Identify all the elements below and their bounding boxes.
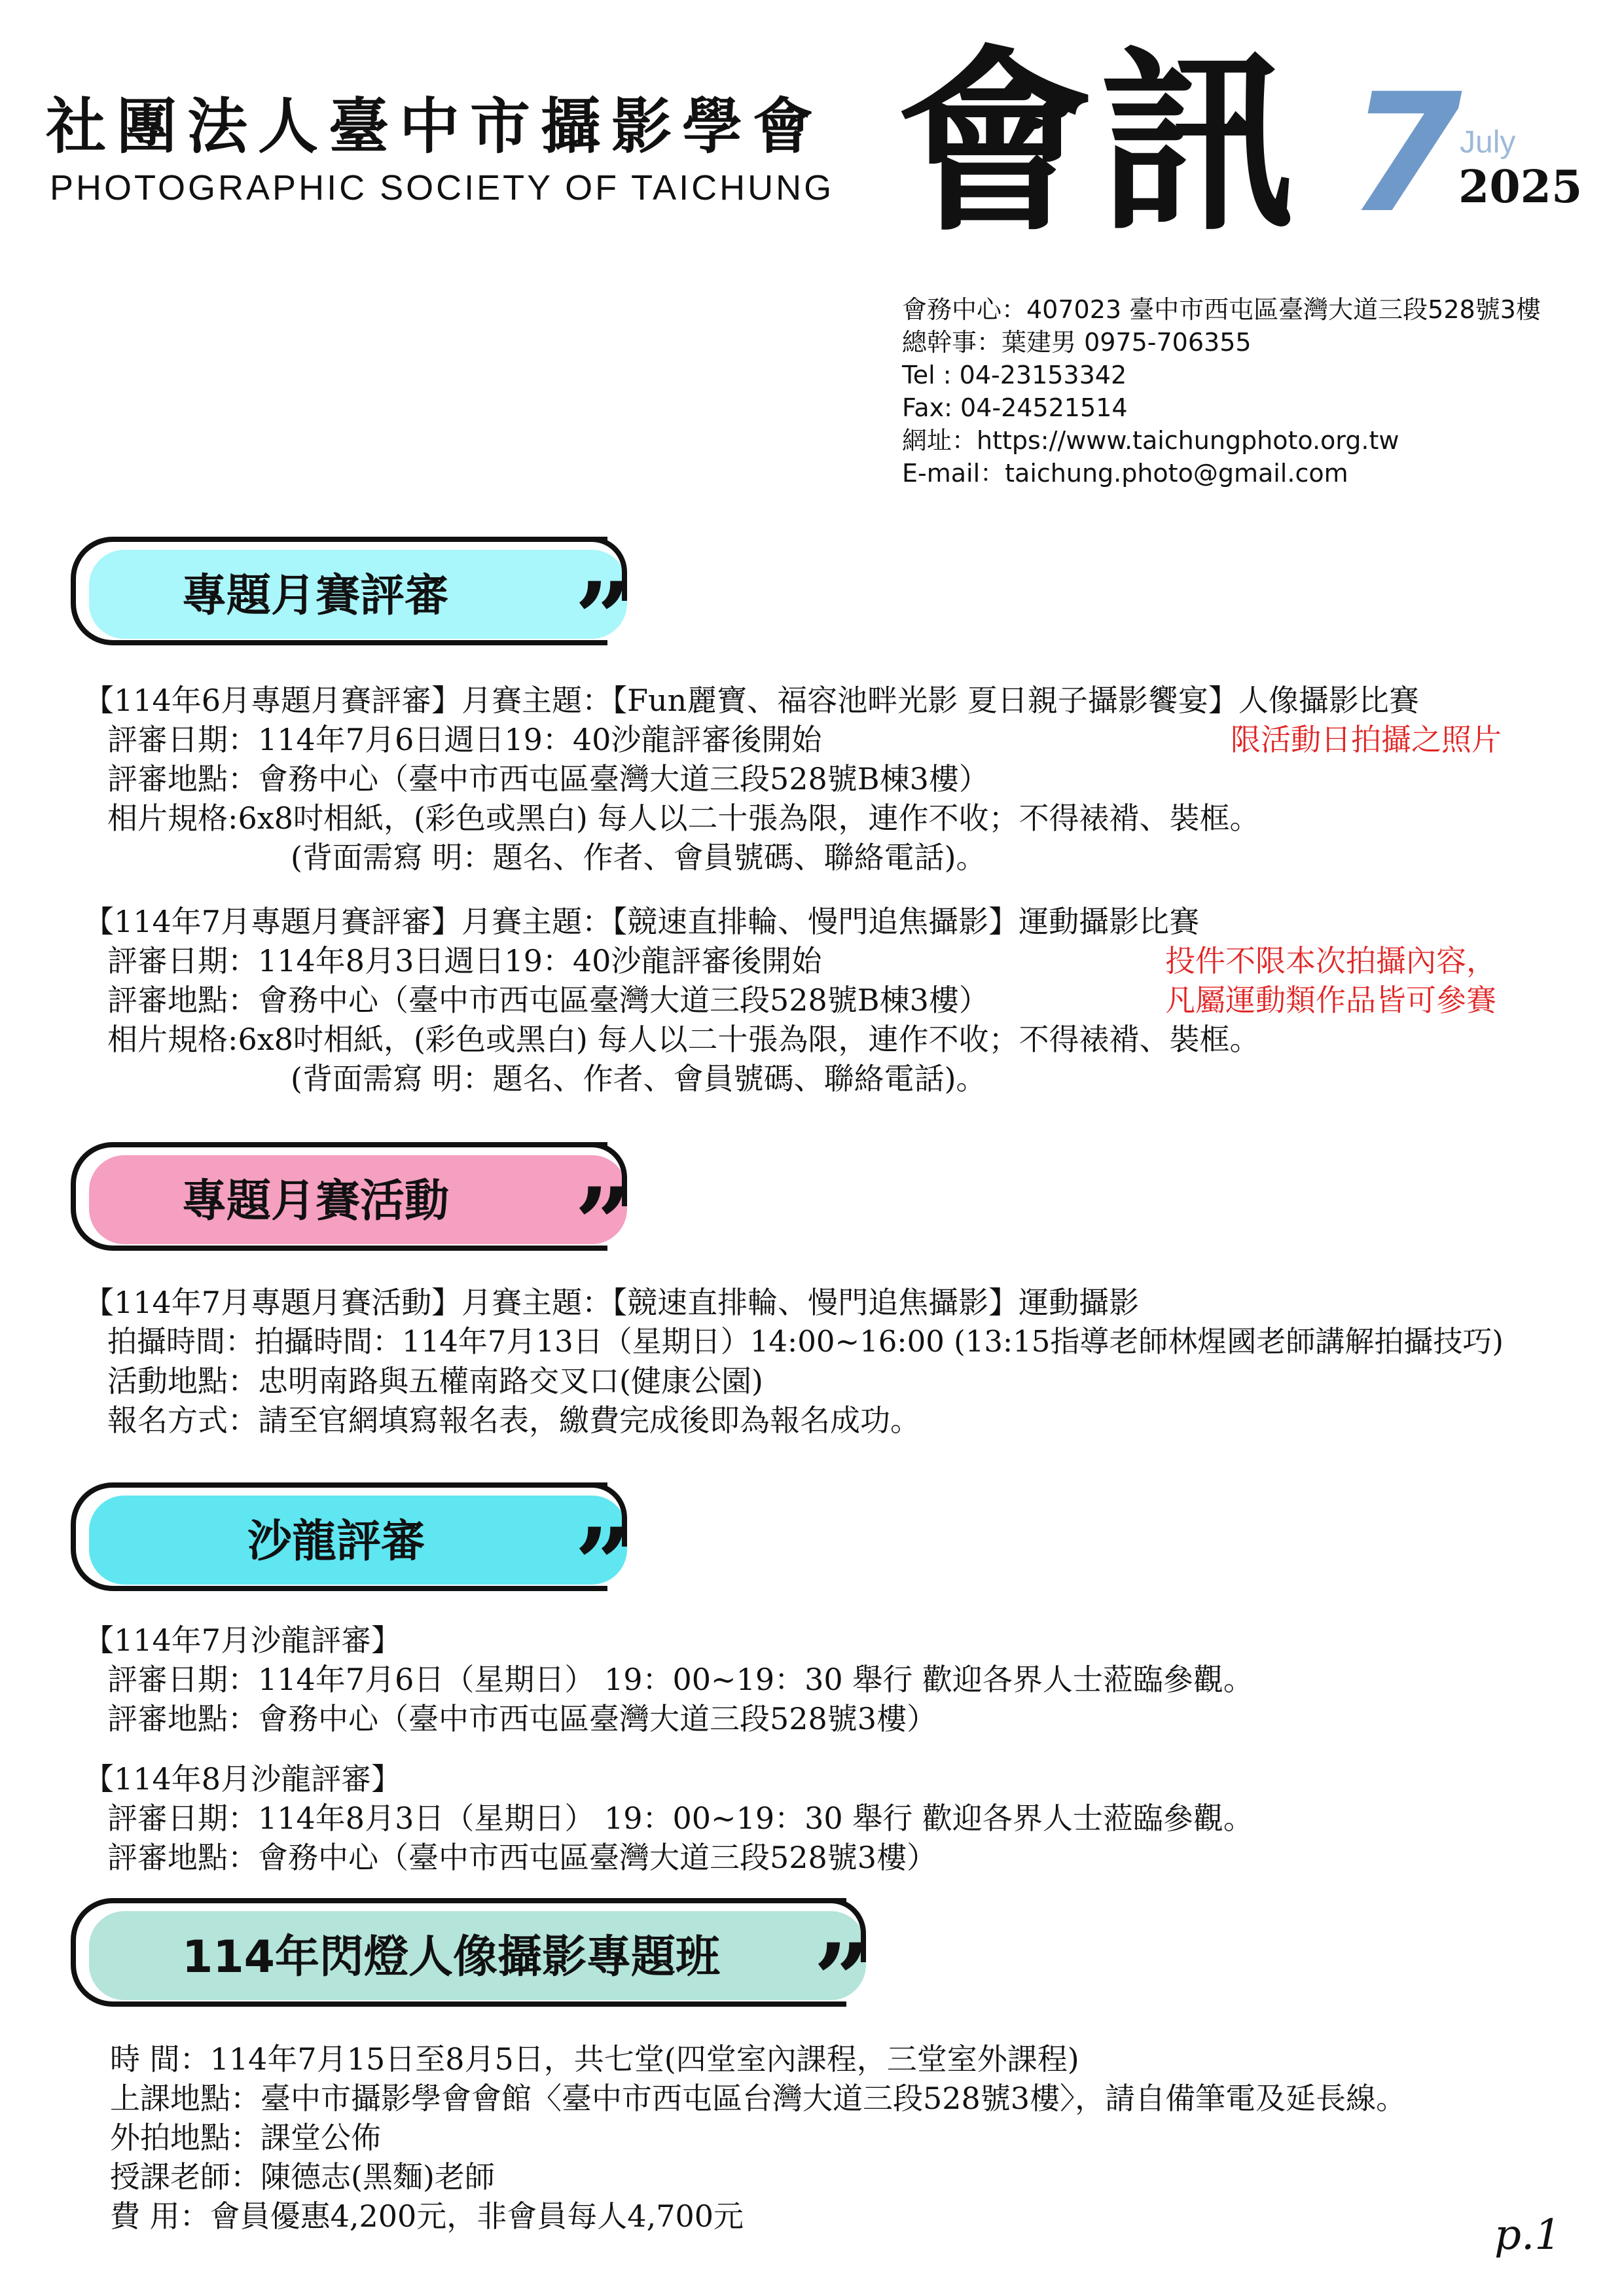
contact-tel: Tel : 04-23153342	[902, 361, 1127, 389]
contact-website: 網址：https://www.taichungphoto.org.tw	[902, 426, 1399, 455]
review-entry-june	[84, 681, 1419, 877]
issue-number: 7	[1348, 58, 1462, 249]
section-banner-activity	[71, 1142, 631, 1282]
course-class-place: 上課地點：臺中市攝影學會會館〈臺中市西屯區台灣大道三段528號3樓〉，請自備筆電及延長線。	[110, 2081, 1407, 2116]
course-details	[110, 2039, 1406, 2236]
review-remark: 限活動日拍攝之照片	[1231, 722, 1502, 757]
issue-year: 2025	[1458, 161, 1583, 213]
section-banner-review	[71, 537, 631, 676]
newsletter-title: 會訊	[897, 29, 1303, 258]
section-banner-salon	[71, 1482, 631, 1622]
review-place: 評審地點：會務中心（臺中市西屯區臺灣大道三段528號B棟3樓）	[107, 761, 989, 797]
review-place: 評審地點：會務中心（臺中市西屯區臺灣大道三段528號B棟3樓）	[107, 982, 989, 1018]
review-remark: 凡屬運動類作品皆可參賽	[1165, 982, 1496, 1018]
review-spec: 相片規格:6x8吋相紙，(彩色或黑白) 每人以二十張為限，連作不收；不得裱褙、裝框。	[107, 800, 1260, 836]
quote-mark-icon: ”	[813, 1922, 870, 2037]
contact-fax: Fax: 04-24521514	[902, 393, 1128, 422]
activity-entry	[84, 1283, 1504, 1440]
review-note: (背面需寫 明：題名、作者、會員號碼、聯絡電話)。	[291, 840, 986, 875]
salon-date: 評審日期：114年8月3日（星期日） 19：00~19：30 舉行 歡迎各界人士蒞臨參觀。	[107, 1801, 1254, 1836]
salon-place: 評審地點：會務中心（臺中市西屯區臺灣大道三段528號3樓）	[107, 1701, 937, 1736]
section-title-activity: 專題月賽活動	[182, 1175, 450, 1227]
salon-entry-july	[84, 1621, 1254, 1738]
page-number: p.1	[1494, 2211, 1561, 2259]
contact-secretary: 總幹事：葉建男 0975-706355	[902, 328, 1252, 357]
section-title-salon: 沙龍評審	[247, 1516, 426, 1568]
issue-month: July	[1460, 125, 1516, 160]
review-date: 評審日期：114年7月6日週日19：40沙龍評審後開始	[107, 722, 822, 757]
quote-mark-icon: ”	[574, 1507, 631, 1622]
course-teacher: 授課老師：陳德志(黑麵)老師	[110, 2159, 495, 2195]
activity-place: 活動地點：忠明南路與五權南路交叉口(健康公園)	[107, 1363, 763, 1399]
salon-entry-august	[84, 1759, 1254, 1877]
course-fee: 費 用：會員優惠4,200元，非會員每人4,700元	[110, 2198, 744, 2234]
review-heading: 【114年6月專題月賽評審】月賽主題：【Fun麗寶、福容池畔光影 夏日親子攝影饗宴】人像攝影比賽	[84, 683, 1419, 718]
quote-mark-icon: ”	[574, 561, 631, 676]
salon-heading: 【114年8月沙龍評審】	[84, 1761, 402, 1797]
activity-signup: 報名方式：請至官網填寫報名表，繳費完成後即為報名成功。	[107, 1403, 920, 1438]
section-banner-course	[71, 1898, 870, 2037]
organization-name-english: PHOTOGRAPHIC SOCIETY OF TAICHUNG	[50, 168, 835, 207]
salon-date: 評審日期：114年7月6日（星期日） 19：00~19：30 舉行 歡迎各界人士蒞臨參觀。	[107, 1662, 1254, 1697]
review-spec: 相片規格:6x8吋相紙，(彩色或黑白) 每人以二十張為限，連作不收；不得裱褙、裝框。	[107, 1022, 1260, 1057]
activity-time: 拍攝時間：拍攝時間：114年7月13日（星期日）14:00~16:00 (13:15指導老師林煋國老師講解拍攝技巧)	[107, 1324, 1504, 1359]
review-entry-july	[84, 902, 1260, 1098]
review-heading: 【114年7月專題月賽評審】月賽主題：【競速直排輪、慢門追焦攝影】運動攝影比賽	[84, 904, 1200, 939]
quote-mark-icon: ”	[574, 1166, 631, 1282]
review-note: (背面需寫 明：題名、作者、會員號碼、聯絡電話)。	[291, 1061, 986, 1096]
review-remark: 投件不限本次拍攝內容，	[1165, 943, 1496, 978]
salon-place: 評審地點：會務中心（臺中市西屯區臺灣大道三段528號3樓）	[107, 1840, 937, 1875]
salon-heading: 【114年7月沙龍評審】	[84, 1623, 402, 1658]
contact-info	[902, 293, 1541, 490]
organization-name-chinese: 社團法人臺中市攝影學會	[46, 92, 824, 162]
course-time: 時 間：114年7月15日至8月5日，共七堂(四堂室內課程，三堂室外課程)	[110, 2041, 1079, 2077]
contact-email: E-mail：taichung.photo@gmail.com	[902, 459, 1348, 488]
section-title-course: 114年閃燈人像攝影專題班	[182, 1931, 720, 1983]
contact-office: 會務中心：407023 臺中市西屯區臺灣大道三段528號3樓	[902, 295, 1541, 324]
review-date: 評審日期：114年8月3日週日19：40沙龍評審後開始	[107, 943, 822, 978]
course-outdoor-place: 外拍地點：課堂公佈	[110, 2120, 381, 2155]
activity-heading: 【114年7月專題月賽活動】月賽主題：【競速直排輪、慢門追焦攝影】運動攝影	[84, 1285, 1140, 1320]
section-title-review: 專題月賽評審	[182, 570, 450, 622]
